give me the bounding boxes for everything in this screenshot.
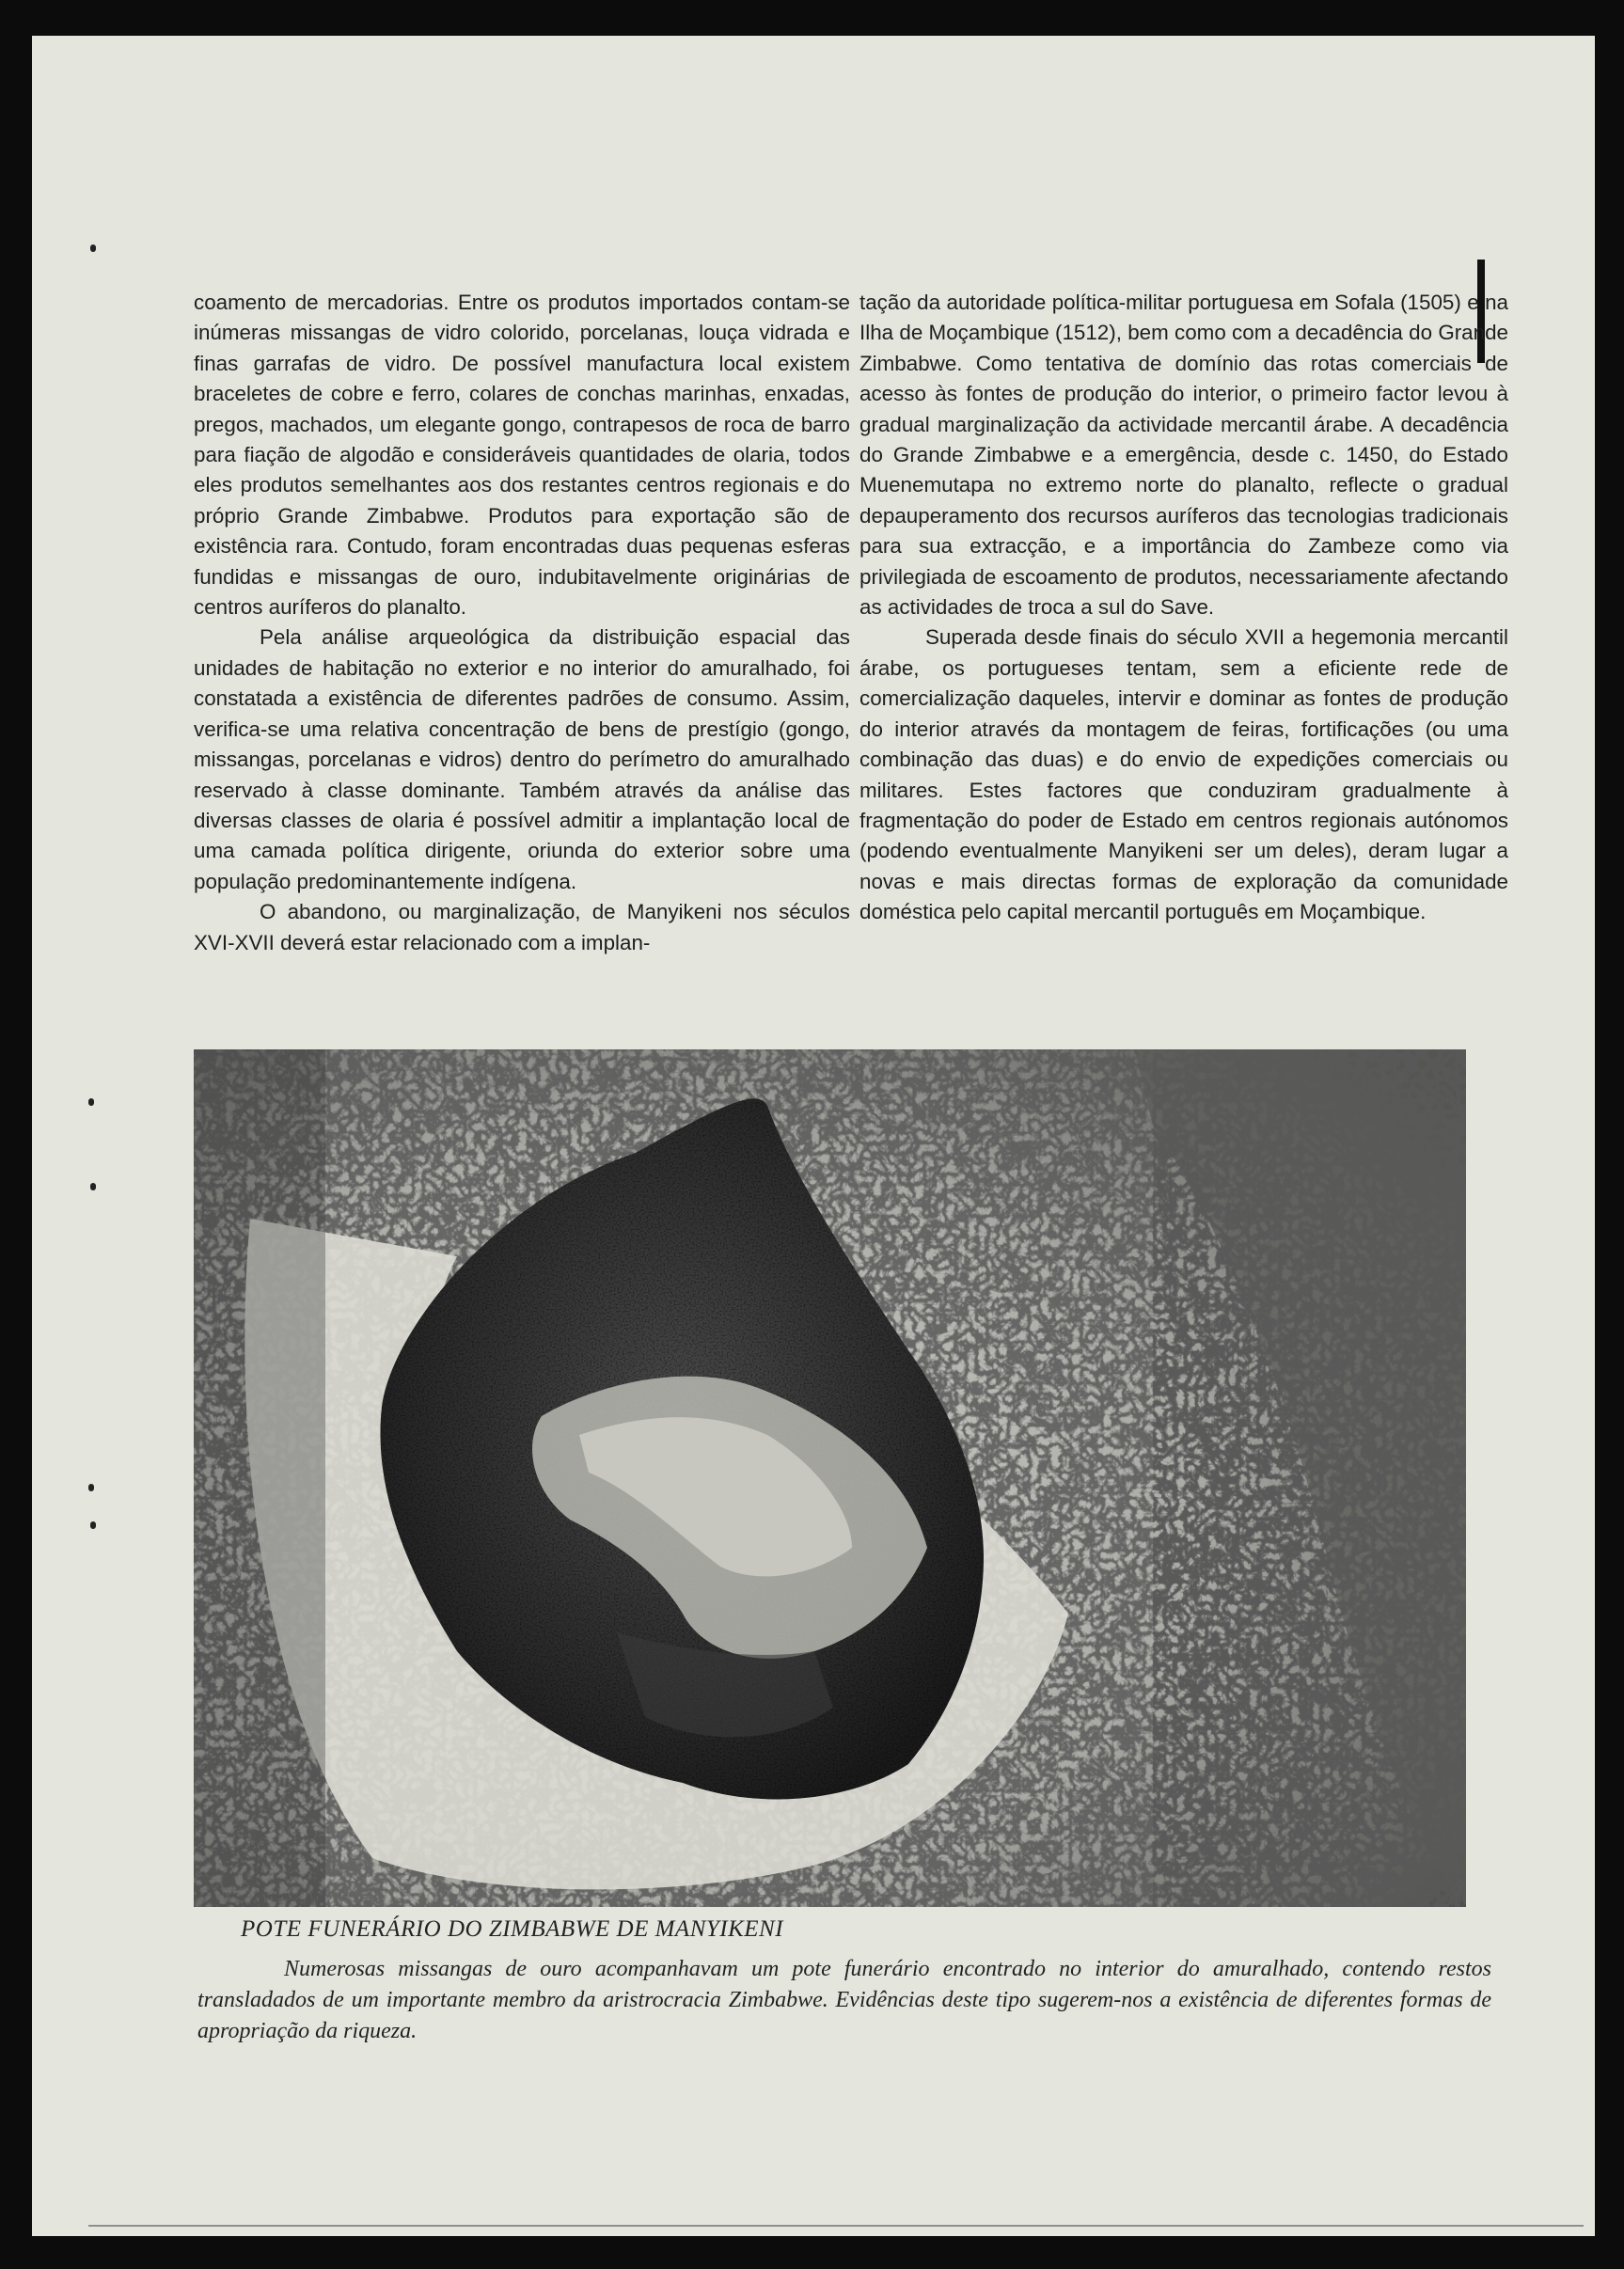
bottom-rule	[88, 2225, 1584, 2227]
right-paragraph-1: tação da autoridade política-militar portuguesa em Sofala (1505) e na Ilha de Moçambique (1512), bem como com a decadência do Grande Zimbabwe. Como tentativa de domínio das rotas comerciais de acesso às fontes de produção do interior, o primeiro factor levou à gradual marginalização da actividade mercantil árabe. A decadência do Grande Zimbabwe e a emergência, desde c. 1450, do Estado Muenemutapa no extremo norte do planalto, reflecte o gradual depauperamento dos recursos auríferos das tecnologias tradicionais para sua extracção, e a importância do Zambeze como via privilegiada de escoamento de produtos, necessariamente afectando as actividades de troca a sul do Save.	[859, 291, 1508, 620]
right-text-column	[859, 288, 1508, 928]
left-paragraph-3: O abandono, ou marginalização, de Manyikeni nos séculos XVI-XVII deverá estar relacionado com a implan-	[194, 900, 850, 954]
funerary-pot-photo	[194, 1049, 1466, 1907]
left-paragraph-2: Pela análise arqueológica da distribuição espacial das unidades de habitação no exterior e no interior do amuralhado, foi constatada a existência de diferentes padrões de consumo. Assim, verifica-se uma relativa concentração de bens de prestígio (gongo, missangas, porcelanas e vidros) dentro do perímetro do amuralhado reservado à classe dominante. Também através da análise das diversas classes de olaria é possível admitir a implantação local de uma camada política dirigente, oriunda do exterior sobre uma população predominantemente indígena.	[194, 625, 850, 893]
figure-caption: Numerosas missangas de ouro acompanhavam um pote funerário encontrado no interior do amuralhado, contendo restos transladados de um importante membro da aristrocracia Zimbabwe. Evidências deste tipo sugerem-nos a existência de diferentes formas de apropriação da riqueza.	[197, 1957, 1491, 2043]
binder-hole	[90, 244, 96, 252]
left-paragraph-1: coamento de mercadorias. Entre os produtos importados contam-se inúmeras missangas de vidro colorido, porcelanas, louça vidrada e finas garrafas de vidro. De possível manufactura local existem braceletes de cobre e ferro, colares de conchas marinhas, enxadas, pregos, machados, um elegante gongo, contrapesos de roca de barro para fiação de algodão e consideráveis quantidades de olaria, todos eles produtos semelhantes aos dos restantes centros regionais e do próprio Grande Zimbabwe. Produtos para exportação são de existência rara. Contudo, foram encontradas duas pequenas esferas fundidas e missangas de ouro, indubitavelmente originárias de centros auríferos do planalto.	[194, 291, 850, 620]
binder-hole	[88, 1484, 94, 1491]
right-paragraph-2: Superada desde finais do século XVII a hegemonia mercantil árabe, os portugueses tentam, sem a eficiente rede de comercialização daqueles, intervir e dominar as fontes de produção do interior através da montagem de feiras, fortificações (ou uma combinação das duas) e do envio de expedições comerciais ou militares. Estes factores que conduziram gradualmente à fragmentação do poder de Estado em centros regionais autónomos (podendo eventualmente Manyikeni ser um deles), deram lugar a novas e mais directas formas de exploração da comunidade doméstica pelo capital mercantil português em Moçambique.	[859, 625, 1508, 924]
binder-hole	[90, 1183, 96, 1190]
binder-hole	[90, 1521, 96, 1529]
binder-hole	[88, 1098, 94, 1106]
left-text-column	[194, 288, 850, 958]
figure-title: POTE FUNERÁRIO DO ZIMBABWE DE MANYIKENI	[241, 1916, 784, 1942]
document-page	[32, 36, 1595, 2236]
